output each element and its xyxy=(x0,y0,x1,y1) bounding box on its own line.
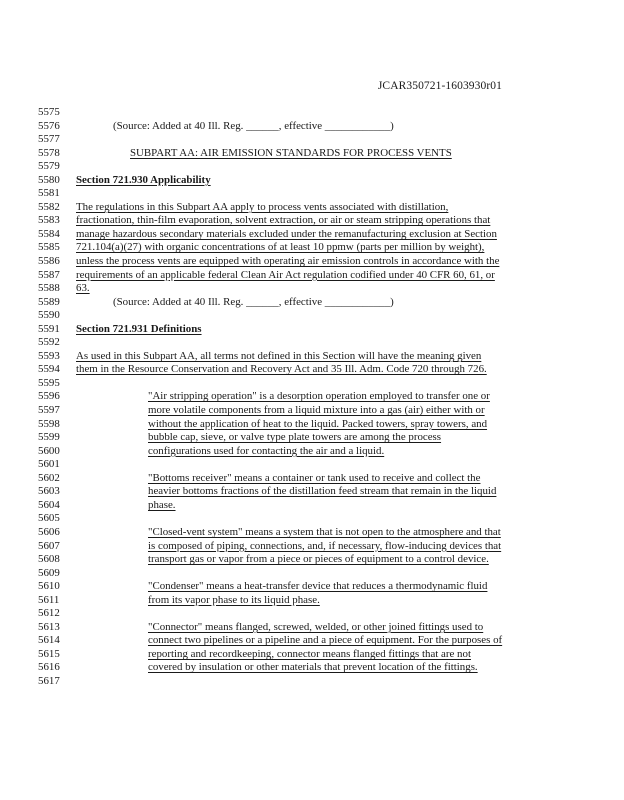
line-number: 5598 xyxy=(38,417,60,430)
line-number: 5597 xyxy=(38,404,60,417)
line-text: fractionation, thin-film evaporation, solvent extraction, or air or steam stripping operations that xyxy=(76,214,491,227)
document-id: JCAR350721-1603930r01 xyxy=(377,80,502,92)
line-number: 5590 xyxy=(38,309,60,322)
document-line xyxy=(38,323,598,337)
line-number: 5585 xyxy=(38,241,60,254)
source-note: (Source: Added at 40 Ill. Reg. ______, effective ____________) xyxy=(113,295,394,308)
line-number: 5575 xyxy=(38,106,60,118)
line-number: 5614 xyxy=(38,634,60,647)
document-line xyxy=(38,147,598,161)
document-line xyxy=(38,377,598,391)
subpart-title: SUBPART AA: AIR EMISSION STANDARDS FOR PROCESS VENTS xyxy=(130,146,452,159)
line-text: unless the process vents are equipped with operating air emission controls in accordance with the xyxy=(76,255,500,268)
line-text: covered by insulation or other materials that prevent location of the fittings. xyxy=(148,661,478,674)
document-line xyxy=(38,458,598,472)
line-text: The regulations in this Subpart AA apply to process vents associated with distillation, xyxy=(76,200,449,213)
line-number: 5589 xyxy=(38,295,60,308)
line-number: 5609 xyxy=(38,566,60,579)
line-number: 5599 xyxy=(38,431,60,444)
line-number: 5580 xyxy=(38,173,60,186)
document-line xyxy=(38,390,598,404)
document-line xyxy=(38,133,598,147)
line-text: configurations used for contacting the air and a liquid. xyxy=(148,444,385,457)
line-number: 5592 xyxy=(38,336,60,349)
document-line xyxy=(38,445,598,459)
line-text: requirements of an applicable federal Clean Air Act regulation codified under 40 CFR 60, 61, or xyxy=(76,268,495,281)
document-line xyxy=(38,661,598,675)
document-line xyxy=(38,296,598,310)
document-line xyxy=(38,499,598,513)
document-line xyxy=(38,675,598,689)
line-text: "Connector" means flanged, screwed, welded, or other joined fittings used to xyxy=(148,620,484,633)
line-number: 5579 xyxy=(38,160,60,173)
line-number: 5595 xyxy=(38,376,60,389)
line-number: 5616 xyxy=(38,661,60,674)
line-text: As used in this Subpart AA, all terms not defined in this Section will have the meaning given xyxy=(76,349,482,362)
line-text: without the application of heat to the liquid. Packed towers, spray towers, and xyxy=(148,417,488,430)
line-text: bubble cap, sieve, or valve type plate towers are among the process xyxy=(148,431,442,444)
line-number: 5577 xyxy=(38,133,60,146)
line-text: more volatile components from a liquid mixture into a gas (air) either with or xyxy=(148,404,485,417)
document-line xyxy=(38,431,598,445)
document-line xyxy=(38,512,598,526)
document-line xyxy=(38,350,598,364)
line-number: 5586 xyxy=(38,255,60,268)
document-line xyxy=(38,567,598,581)
line-number: 5576 xyxy=(38,119,60,132)
line-text: 721.104(a)(27) with organic concentrations of at least 10 ppmw (parts per million by weight), xyxy=(76,241,485,254)
document-line xyxy=(38,580,598,594)
document-line xyxy=(38,418,598,432)
document-line xyxy=(38,336,598,350)
document-line xyxy=(38,540,598,554)
document-line xyxy=(38,255,598,269)
line-text: them in the Resource Conservation and Recovery Act and 35 Ill. Adm. Code 720 through 726. xyxy=(76,363,487,376)
line-number: 5602 xyxy=(38,471,60,484)
document-line xyxy=(38,607,598,621)
line-number: 5601 xyxy=(38,458,60,471)
line-number: 5587 xyxy=(38,268,60,281)
document-line xyxy=(38,282,598,296)
document-line xyxy=(38,594,598,608)
line-number: 5596 xyxy=(38,390,60,403)
line-number: 5604 xyxy=(38,498,60,511)
line-text: reporting and recordkeeping, connector means flanged fittings that are not xyxy=(148,647,471,660)
document-line xyxy=(38,553,598,567)
line-number: 5594 xyxy=(38,363,60,376)
line-number: 5588 xyxy=(38,282,60,295)
document-line xyxy=(38,160,598,174)
line-number: 5591 xyxy=(38,322,60,335)
document-line xyxy=(38,404,598,418)
line-text: phase. xyxy=(148,498,176,511)
line-text: heavier bottoms fractions of the distillation feed stream that remain in the liquid xyxy=(148,485,497,498)
line-text: "Closed-vent system" means a system that is not open to the atmosphere and that xyxy=(148,525,501,538)
line-number: 5581 xyxy=(38,187,60,200)
document-line xyxy=(38,309,598,323)
line-number: 5615 xyxy=(38,647,60,660)
document-line xyxy=(38,648,598,662)
line-text: manage hazardous secondary materials excluded under the remanufacturing exclusion at Section xyxy=(76,227,497,240)
document-body xyxy=(38,106,598,689)
document-line xyxy=(38,634,598,648)
line-number: 5603 xyxy=(38,485,60,498)
line-number: 5605 xyxy=(38,512,60,525)
document-line xyxy=(38,485,598,499)
line-number: 5610 xyxy=(38,580,60,593)
line-number: 5612 xyxy=(38,607,60,620)
line-number: 5617 xyxy=(38,674,60,687)
line-text: is composed of piping, connections, and, if necessary, flow-inducing devices that xyxy=(148,539,502,552)
document-line xyxy=(38,201,598,215)
line-text: "Bottoms receiver" means a container or tank used to receive and collect the xyxy=(148,471,481,484)
line-number: 5593 xyxy=(38,349,60,362)
line-number: 5606 xyxy=(38,525,60,538)
line-number: 5611 xyxy=(38,593,60,606)
line-text: connect two pipelines or a pipeline and a piece of equipment. For the purposes of xyxy=(148,634,503,647)
line-number: 5583 xyxy=(38,214,60,227)
document-line xyxy=(38,187,598,201)
line-number: 5582 xyxy=(38,200,60,213)
document-line xyxy=(38,241,598,255)
line-number: 5584 xyxy=(38,227,60,240)
document-line xyxy=(38,214,598,228)
line-text: 63. xyxy=(76,282,90,295)
document-line xyxy=(38,228,598,242)
line-number: 5600 xyxy=(38,444,60,457)
line-number: 5578 xyxy=(38,146,60,159)
line-text: "Condenser" means a heat-transfer device that reduces a thermodynamic fluid xyxy=(148,580,488,593)
document-line xyxy=(38,120,598,134)
section-heading: Section 721.931 Definitions xyxy=(76,322,202,335)
document-line xyxy=(38,472,598,486)
line-text: from its vapor phase to its liquid phase. xyxy=(148,593,320,606)
document-line xyxy=(38,106,598,120)
document-line xyxy=(38,621,598,635)
document-line xyxy=(38,363,598,377)
line-number: 5608 xyxy=(38,553,60,566)
line-number: 5613 xyxy=(38,620,60,633)
line-number: 5607 xyxy=(38,539,60,552)
document-line xyxy=(38,174,598,188)
line-text: transport gas or vapor from a piece or pieces of equipment to a control device. xyxy=(148,553,489,566)
line-text: "Air stripping operation" is a desorption operation employed to transfer one or xyxy=(148,390,490,403)
source-note: (Source: Added at 40 Ill. Reg. ______, effective ____________) xyxy=(113,119,394,132)
section-heading: Section 721.930 Applicability xyxy=(76,173,211,186)
document-line xyxy=(38,526,598,540)
document-line xyxy=(38,269,598,283)
